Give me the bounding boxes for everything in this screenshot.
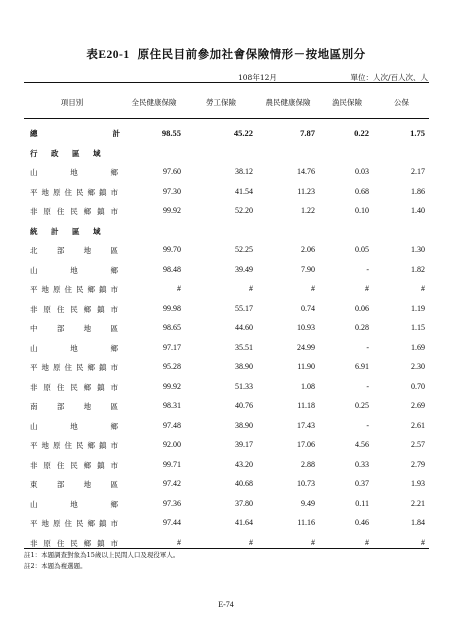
cell-value: 11.90: [297, 362, 315, 371]
table-row: [24, 148, 429, 160]
cell-value: 10.73: [297, 479, 315, 488]
cell-value: 10.93: [297, 323, 315, 332]
column-header: 公保: [394, 98, 409, 107]
cell-value: 55.17: [235, 303, 253, 313]
cell-value: 24.99: [297, 342, 315, 352]
row-label: 中部地區: [30, 324, 118, 333]
cell-value: 99.98: [163, 303, 181, 313]
row-label: 平地原住民鄉鎮市: [30, 187, 118, 197]
cell-value: 1.93: [411, 479, 425, 488]
table-row: [24, 421, 429, 433]
cell-value: 0.10: [355, 206, 369, 215]
cell-value: 0.70: [411, 381, 425, 391]
cell-value: 99.70: [163, 245, 181, 254]
row-label: 山地鄉: [30, 421, 118, 431]
row-label: 山地鄉: [30, 168, 118, 177]
cell-value: 98.65: [163, 323, 181, 332]
cell-value: 0.28: [355, 323, 369, 332]
cell-value: 97.44: [163, 518, 181, 527]
cell-value: 0.06: [355, 303, 369, 313]
column-header: 全民健康保險: [131, 98, 177, 107]
cell-value: 1.15: [411, 323, 425, 332]
cell-value: 1.19: [411, 303, 425, 313]
cell-value: #: [365, 284, 369, 293]
row-label: 山地鄉: [30, 265, 118, 275]
cell-value: #: [311, 537, 315, 547]
cell-value: -: [366, 381, 369, 391]
cell-value: 2.69: [411, 401, 425, 410]
cell-value: 9.49: [301, 498, 315, 508]
cell-value: #: [177, 284, 181, 293]
table-row: [24, 460, 429, 472]
cell-value: 1.22: [301, 206, 315, 215]
table-row: [24, 479, 429, 491]
table-row: [24, 343, 429, 355]
table-row: [24, 265, 429, 277]
row-label: 總 計: [30, 129, 120, 138]
cell-value: 97.60: [163, 167, 181, 176]
cell-value: #: [249, 537, 253, 547]
column-header: 農民健康保險: [265, 98, 311, 107]
cell-value: 14.76: [297, 167, 315, 176]
row-label: 平地原住民鄉鎮市: [30, 285, 118, 294]
cell-value: 1.84: [411, 518, 425, 527]
table-code: 表E20-1: [86, 49, 130, 61]
cell-value: 37.80: [235, 498, 253, 508]
cell-value: #: [421, 284, 425, 293]
table-row: [24, 440, 429, 452]
cell-value: 4.56: [355, 440, 369, 449]
stub-header: 項目別: [60, 98, 84, 107]
row-label: 非原住民鄉鎮市: [30, 460, 118, 470]
cell-value: 35.51: [235, 342, 253, 352]
cell-value: 44.60: [235, 323, 253, 332]
table-row: [24, 226, 429, 238]
cell-value: 1.82: [411, 264, 425, 274]
row-label: 平地原住民鄉鎮市: [30, 363, 118, 372]
cell-value: 1.30: [411, 245, 425, 254]
table-row: [24, 382, 429, 394]
cell-value: 99.92: [163, 206, 181, 215]
table-title-text: 原住民目前參加社會保險情形－按地區別分: [137, 47, 366, 61]
cell-value: 41.54: [235, 186, 253, 196]
cell-value: -: [366, 264, 369, 274]
table-row: [24, 518, 429, 530]
table-row: [24, 187, 429, 199]
cell-value: 98.55: [161, 128, 181, 138]
table-row: [24, 362, 429, 374]
cell-value: 99.92: [163, 381, 181, 391]
row-label: 行 政 區 域: [30, 148, 104, 158]
cell-value: 1.75: [410, 128, 425, 138]
table-title: [0, 46, 452, 62]
cell-value: 17.06: [297, 440, 315, 449]
cell-value: 1.69: [411, 342, 425, 352]
cell-value: 97.48: [163, 420, 181, 430]
cell-value: 11.23: [297, 186, 315, 196]
cell-value: 0.46: [355, 518, 369, 527]
cell-value: 0.05: [355, 245, 369, 254]
table-row: [24, 206, 429, 218]
row-label: 平地原住民鄉鎮市: [30, 441, 118, 450]
cell-value: 6.91: [355, 362, 369, 371]
row-label: 南部地區: [30, 402, 118, 411]
unit-note: 單位：人次/百人次、人: [350, 73, 428, 82]
cell-value: 1.40: [411, 206, 425, 215]
cell-value: -: [366, 342, 369, 352]
table-row: [24, 128, 429, 140]
cell-value: 95.28: [163, 362, 181, 371]
row-label: 非原住民鄉鎮市: [30, 382, 118, 392]
cell-value: 38.90: [235, 362, 253, 371]
cell-value: 52.20: [235, 206, 253, 215]
footnotes: [24, 550, 179, 572]
cell-value: 98.48: [163, 264, 181, 274]
cell-value: 0.11: [355, 498, 369, 508]
cell-value: 40.76: [235, 401, 253, 410]
table-row: [24, 245, 429, 257]
footnote: 註1：本題調查對象為15歲以上民間人口及現役軍人。: [24, 551, 180, 559]
cell-value: 97.17: [163, 342, 181, 352]
cell-value: 0.33: [355, 459, 369, 469]
cell-value: 11.18: [297, 401, 315, 410]
cell-value: 2.57: [411, 440, 425, 449]
cell-value: 98.31: [163, 401, 181, 410]
cell-value: 0.03: [355, 167, 369, 176]
cell-value: 0.74: [301, 303, 315, 313]
cell-value: 39.17: [235, 440, 253, 449]
cell-value: 45.22: [233, 128, 253, 138]
cell-value: 38.90: [235, 420, 253, 430]
table-row: [24, 499, 429, 511]
cell-value: 39.49: [235, 264, 253, 274]
cell-value: #: [177, 537, 181, 547]
cell-value: #: [311, 284, 315, 293]
cell-value: 99.71: [163, 459, 181, 469]
cell-value: #: [249, 284, 253, 293]
cell-value: #: [421, 537, 425, 547]
cell-value: 11.16: [297, 518, 315, 527]
row-label: 東部地區: [30, 480, 118, 489]
row-label: 統 計 區 域: [30, 226, 104, 236]
row-label: 非原住民鄉鎮市: [30, 207, 118, 216]
cell-value: 0.25: [355, 401, 369, 410]
column-header: 勞工保險: [206, 98, 236, 107]
row-label: 非原住民鄉鎮市: [30, 304, 118, 314]
row-label: 山地鄉: [30, 343, 118, 353]
cell-value: 51.33: [235, 381, 253, 391]
bottom-rule: [24, 548, 429, 549]
survey-date: 108年12月: [238, 73, 277, 82]
cell-value: 7.87: [300, 128, 315, 138]
row-label: 平地原住民鄉鎮市: [30, 519, 118, 528]
header-rule: [24, 118, 429, 119]
cell-value: 17.43: [297, 420, 315, 430]
cell-value: 92.00: [163, 440, 181, 449]
table-row: [24, 304, 429, 316]
cell-value: 97.42: [163, 479, 181, 488]
table-row: [24, 401, 429, 413]
cell-value: 41.64: [235, 518, 253, 527]
table-row: [24, 284, 429, 296]
cell-value: 2.61: [411, 420, 425, 430]
row-label: 山地鄉: [30, 499, 118, 509]
cell-value: 1.86: [411, 186, 425, 196]
footnote: 註2：本題為複選題。: [24, 562, 87, 570]
cell-value: 0.68: [355, 186, 369, 196]
cell-value: 0.37: [355, 479, 369, 488]
table-row: [24, 167, 429, 179]
cell-value: 2.21: [411, 498, 425, 508]
cell-value: 43.20: [235, 459, 253, 469]
row-label: 北部地區: [30, 246, 118, 255]
column-header: 漁民保險: [332, 98, 362, 107]
cell-value: 2.30: [411, 362, 425, 371]
cell-value: 52.25: [235, 245, 253, 254]
cell-value: 7.90: [301, 264, 315, 274]
cell-value: -: [366, 420, 369, 430]
cell-value: 40.68: [235, 479, 253, 488]
top-rule: [24, 82, 429, 83]
page-number: E-74: [218, 600, 234, 609]
cell-value: 2.88: [301, 459, 315, 469]
cell-value: 2.17: [411, 167, 425, 176]
cell-value: 97.30: [163, 186, 181, 196]
cell-value: 0.22: [354, 128, 369, 138]
cell-value: 1.08: [301, 381, 315, 391]
cell-value: 2.06: [301, 245, 315, 254]
cell-value: #: [365, 537, 369, 547]
cell-value: 2.79: [411, 459, 425, 469]
table-row: [24, 323, 429, 335]
row-label: 非原住民鄉鎮市: [30, 538, 118, 548]
cell-value: 97.36: [163, 498, 181, 508]
cell-value: 38.12: [235, 167, 253, 176]
